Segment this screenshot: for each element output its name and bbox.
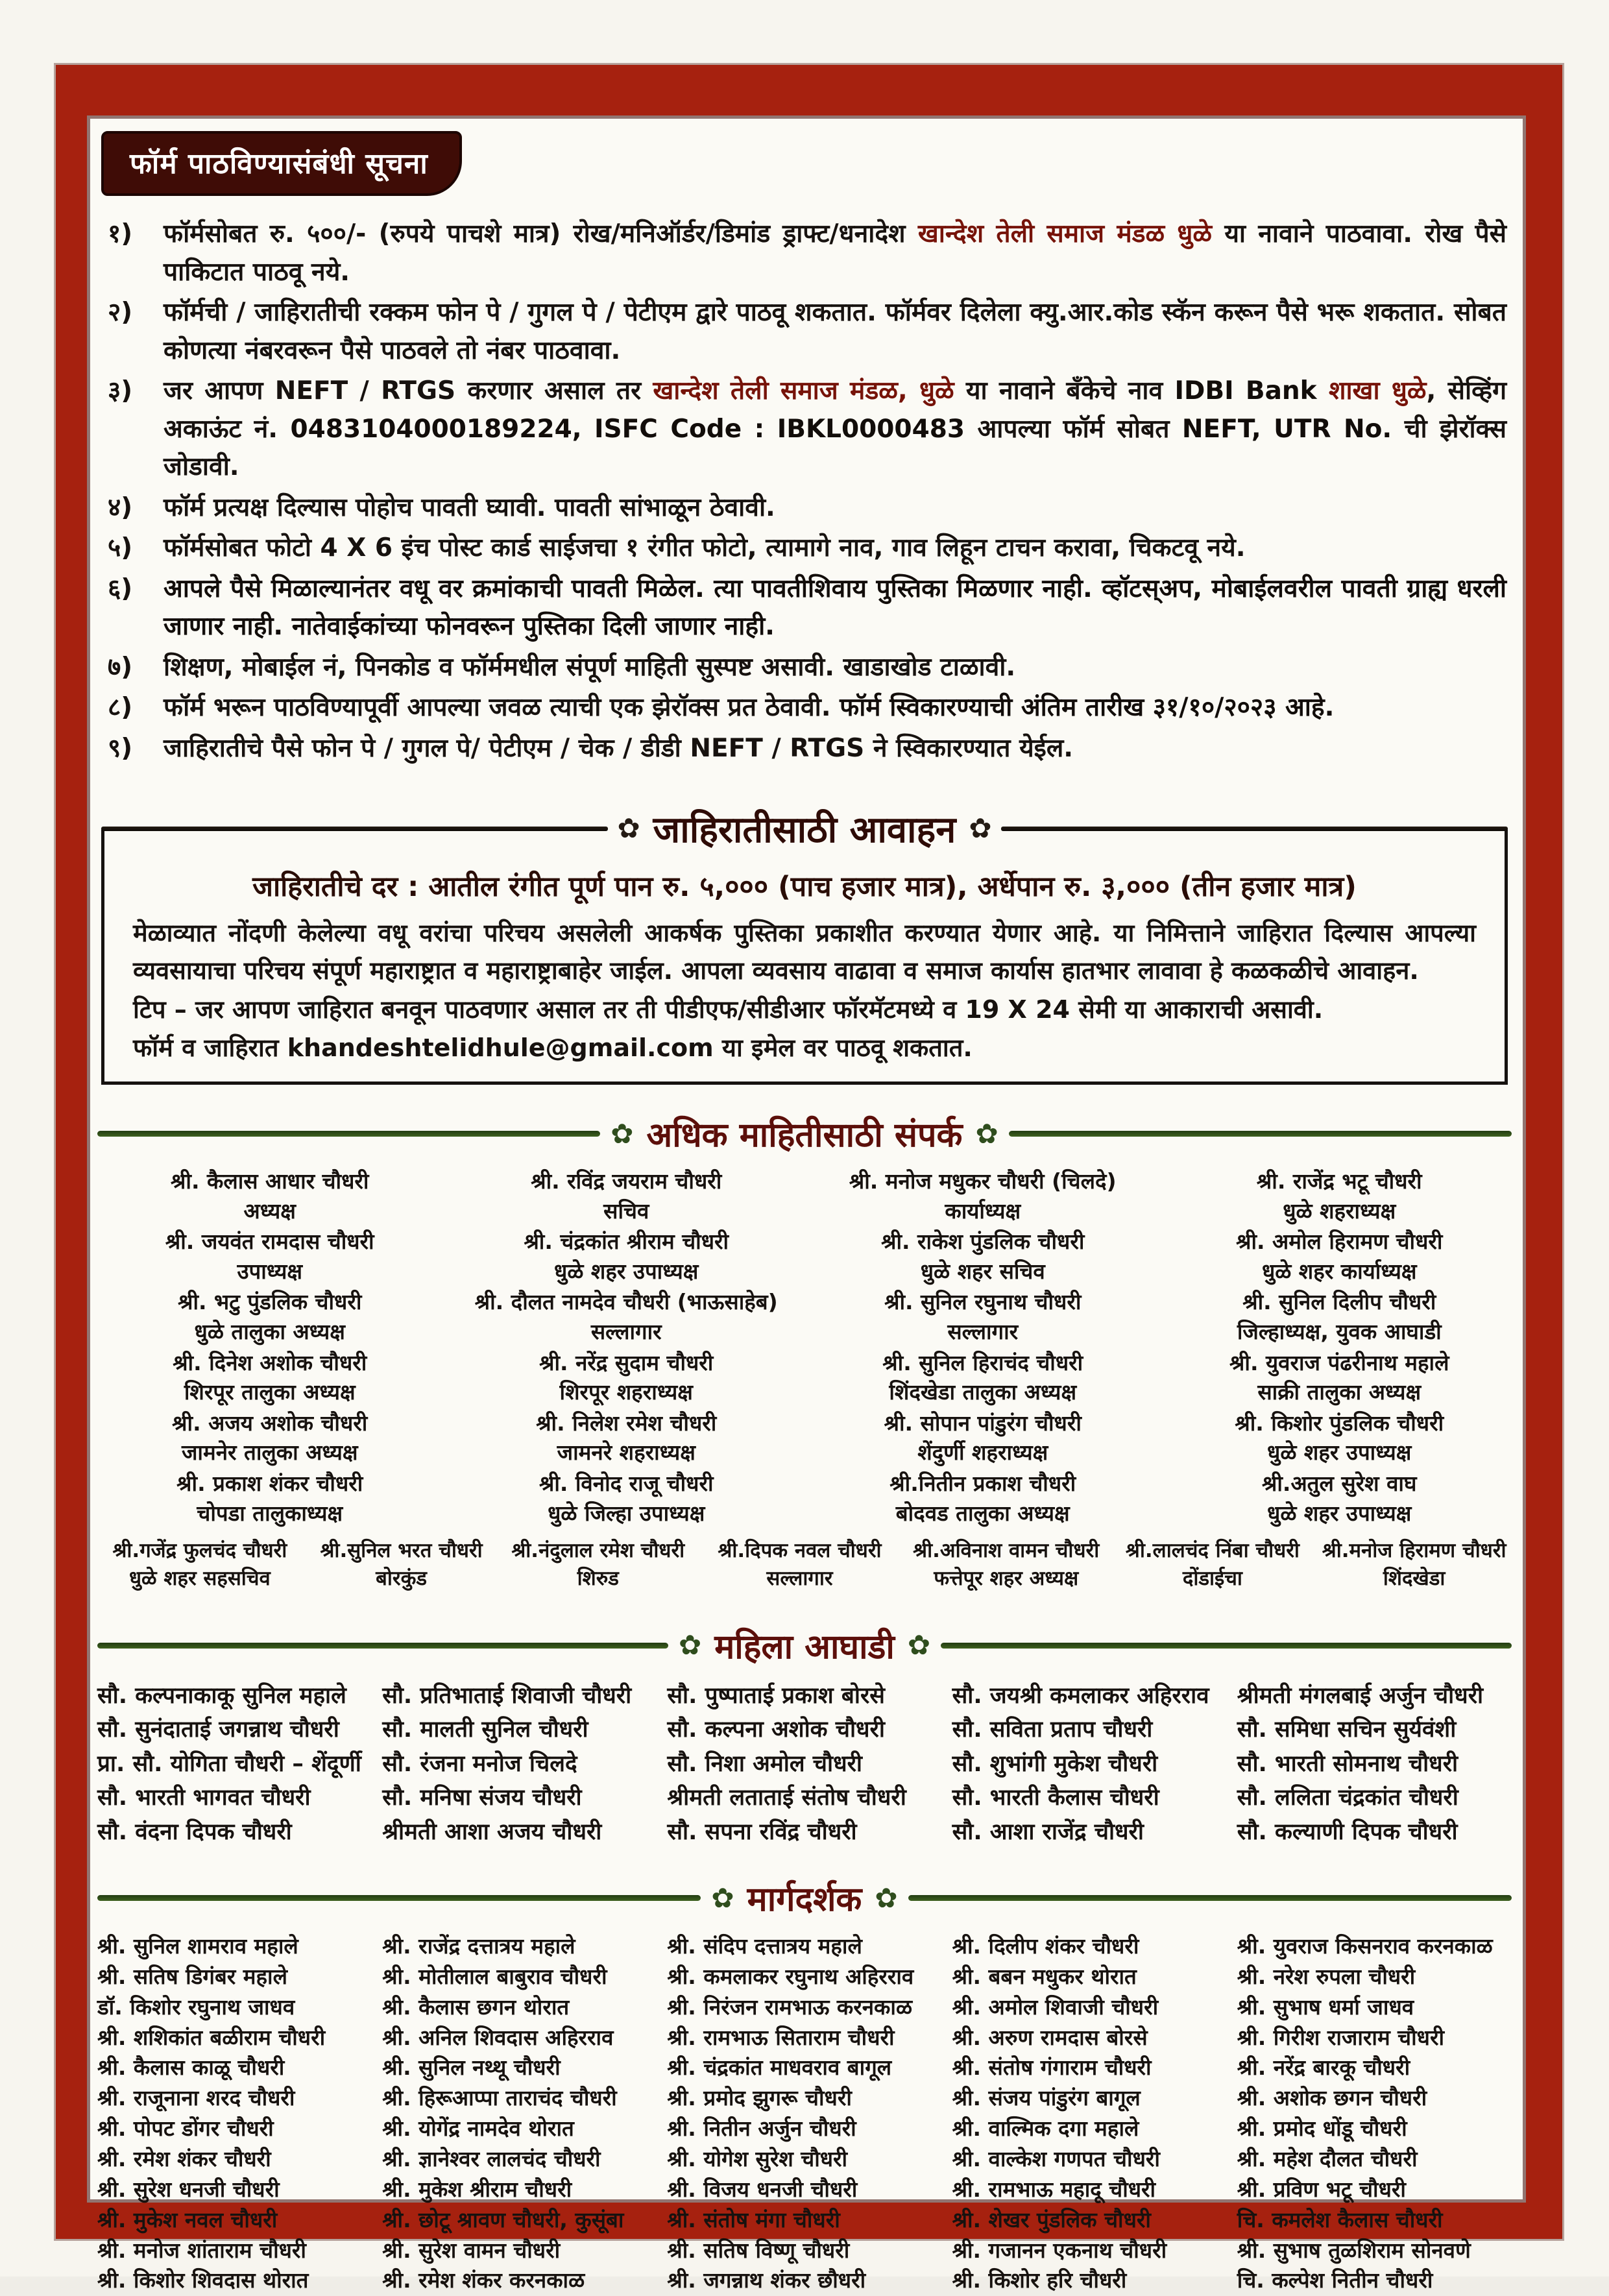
contact-role: जामनरे शहराध्यक्ष xyxy=(557,1440,696,1466)
instruction-segment: आपल्या फॉर्म सोबत xyxy=(964,414,1182,444)
member-name: श्री. सतिष डिगंबर महाले xyxy=(97,1963,287,1989)
contact-role: धुळे शहर उपाध्यक्ष xyxy=(1267,1500,1412,1526)
member-name: सौ. कल्याणी दिपक चौधरी xyxy=(1237,1819,1458,1845)
contact-entry xyxy=(1167,1471,1512,1526)
instruction-number: ३) xyxy=(108,376,133,405)
member-name: श्री. वाल्केश गणपत चौधरी xyxy=(952,2146,1160,2172)
member-name: सौ. भारती सोमनाथ चौधरी xyxy=(1237,1750,1458,1777)
contact-role: सल्लागार xyxy=(947,1318,1019,1344)
fleuron-icon: ✿ xyxy=(975,1117,998,1150)
member-name: सौ. कल्पना अशोक चौधरी xyxy=(667,1717,885,1743)
contact-name: श्री. मनोज मधुकर चौधरी (चिलदे) xyxy=(849,1168,1117,1194)
advert-title: जाहिरातीसाठी आवाहन xyxy=(653,809,956,851)
contact-entry xyxy=(454,1168,799,1224)
member-name: श्री. अनिल शिवदास अहिरराव xyxy=(382,2024,614,2050)
name-column xyxy=(97,1931,372,2296)
instruction-text xyxy=(163,689,1506,727)
member-name: श्री. सुरेश धनजी चौधरी xyxy=(97,2176,280,2202)
contact-role: अध्यक्ष xyxy=(243,1198,296,1224)
member-name: श्री. विजय धनजी चौधरी xyxy=(667,2176,858,2202)
member-name: सौ. मालती सुनिल चौधरी xyxy=(382,1717,588,1743)
contact-entry xyxy=(810,1229,1155,1284)
instruction-segment: फॉर्म भरून पाठविण्यापूर्वी आपल्या जवळ त्याची एक झेरॉक्स प्रत ठेवावी. xyxy=(163,693,840,722)
contact-name: श्री. दौलत नामदेव चौधरी (भाऊसाहेब) xyxy=(474,1289,778,1315)
instruction-item xyxy=(108,649,1506,687)
member-name: श्री. वाल्मिक दगा महाले xyxy=(952,2116,1139,2142)
contact-name: श्री.नंदुलाल रमेश चौधरी xyxy=(511,1539,685,1563)
contact-role: जामनेर तालुका अध्यक्ष xyxy=(181,1440,358,1466)
contact-role: दोंडाईचा xyxy=(1182,1567,1242,1591)
member-name: श्री. नरेश रुपला चौधरी xyxy=(1237,1963,1416,1989)
instruction-segment: फॉर्म स्विकारण्याची अंतिम तारीख ३१/१०/२०२३ आहे. xyxy=(840,693,1335,722)
member-name: श्री. अरुण रामदास बोरसे xyxy=(952,2024,1148,2050)
fleuron-icon: ✿ xyxy=(969,812,992,844)
member-name: सौ. भारती कैलास चौधरी xyxy=(952,1785,1159,1811)
instruction-item xyxy=(108,570,1506,646)
contact-entry xyxy=(97,1229,442,1284)
member-name: श्री. सुरेश वामन चौधरी xyxy=(382,2237,561,2263)
member-name: श्री. मुकेश श्रीराम चौधरी xyxy=(382,2176,572,2202)
member-name: श्री. सुनिल शामराव महाले xyxy=(97,1933,298,1959)
contact-name: श्री. दिनेश अशोक चौधरी xyxy=(173,1349,367,1375)
name-column xyxy=(382,1931,657,2296)
instruction-segment: या नावाने पाठवावा. रोख पैसे पाकिटात पाठवू नये. xyxy=(163,219,1506,287)
member-name: श्री. संदिप दत्तात्रय महाले xyxy=(667,1933,862,1959)
member-name: सौ. जयश्री कमलाकर अहिरराव xyxy=(952,1682,1209,1709)
member-name: श्री. हिरूआप्पा ताराचंद चौधरी xyxy=(382,2085,617,2111)
contact-name: श्री. निलेश रमेश चौधरी xyxy=(536,1410,717,1436)
contact-name: श्री. सुनिल रघुनाथ चौधरी xyxy=(884,1289,1082,1315)
header-badge: फॉर्म पाठविण्यासंबंधी सूचना xyxy=(101,131,462,196)
advert-appeal-box xyxy=(101,809,1508,1085)
contact-role: धुळे शहर उपाध्यक्ष xyxy=(554,1258,699,1284)
member-name: श्री. संजय पांडुरंग बागूल xyxy=(952,2085,1141,2111)
contact-entry xyxy=(810,1289,1155,1344)
name-column xyxy=(382,1679,657,1850)
contact-role: धुळे शहराध्यक्ष xyxy=(1283,1198,1396,1224)
member-name: श्री. गिरीश राजाराम चौधरी xyxy=(1237,2024,1445,2050)
green-rule xyxy=(1009,1131,1512,1137)
contact-entry xyxy=(1167,1168,1512,1224)
instruction-number: ४) xyxy=(108,492,133,522)
member-name: सौ. मनिषा संजय चौधरी xyxy=(382,1785,582,1811)
member-name: श्री. किशोर हरि चौधरी xyxy=(952,2267,1127,2293)
instruction-number: ७) xyxy=(108,652,133,682)
instruction-text xyxy=(163,372,1506,487)
member-name: श्री. कैलास काळू चौधरी xyxy=(97,2055,285,2081)
contact-name: श्री.मनोज हिरामण चौधरी xyxy=(1322,1539,1506,1563)
contact-role: धुळे शहर सहसचिव xyxy=(128,1567,271,1591)
instruction-segment: खान्देश तेली समाज मंडळ, धुळे xyxy=(653,376,954,405)
contact-entry xyxy=(1167,1229,1512,1284)
contact-role: चोपडा तालुकाध्यक्ष xyxy=(197,1500,343,1526)
name-column xyxy=(1237,1931,1512,2296)
member-name: सौ. आशा राजेंद्र चौधरी xyxy=(952,1819,1144,1845)
contact-role: शिरपूर तालुका अध्यक्ष xyxy=(184,1379,356,1405)
contact-role: धुळे जिल्हा उपाध्यक्ष xyxy=(548,1500,705,1526)
instruction-segment: जर आपण NEFT / RTGS करणार असाल तर xyxy=(163,376,653,405)
contact-entry xyxy=(904,1539,1109,1591)
contact-role: कार्याध्यक्ष xyxy=(945,1198,1021,1224)
advert-rates-line: जाहिरातीचे दर : आतील रंगीत पूर्ण पान रु. ५,००० (पाच हजार मात्र), अर्धेपान रु. ३,००० (तीन हजार मात्र) xyxy=(252,871,1357,903)
member-name: श्री. मोतीलाल बाबुराव चौधरी xyxy=(382,1963,607,1989)
contact-entry xyxy=(1167,1410,1512,1466)
contact-name: श्री.लालचंद निंबा चौधरी xyxy=(1125,1539,1300,1563)
instruction-segment: शिक्षण, मोबाईल नं, पिनकोड व फॉर्ममधील संपूर्ण माहिती सुस्पष्ट असावी. खाडाखोड टाळावी. xyxy=(163,652,1016,682)
fleuron-icon: ✿ xyxy=(617,812,640,844)
margdarshak-section-title: मार्गदर्शक xyxy=(747,1880,862,1919)
member-name: सौ. प्रतिभाताई शिवाजी चौधरी xyxy=(382,1682,632,1709)
contact-name: श्री. रविंद्र जयराम चौधरी xyxy=(531,1168,722,1194)
name-column xyxy=(667,1679,941,1850)
contact-entry xyxy=(810,1168,1155,1224)
contact-name: श्री. जयवंत रामदास चौधरी xyxy=(165,1229,374,1255)
contact-role: सचिव xyxy=(603,1198,649,1224)
member-name: सौ. ललिता चंद्रकांत चौधरी xyxy=(1237,1785,1458,1811)
contact-role: शेंदुर्णी शहराध्यक्ष xyxy=(917,1440,1048,1466)
instruction-item xyxy=(108,372,1506,487)
member-name: श्री. प्रमोद धोंडू चौधरी xyxy=(1237,2116,1407,2142)
member-name: श्री. योगेंद्र नामदेव थोरात xyxy=(382,2116,574,2142)
contact-role: शिंदखेडा तालुका अध्यक्ष xyxy=(889,1379,1077,1405)
member-name: श्री. कमलाकर रघुनाथ अहिरराव xyxy=(667,1963,914,1989)
contact-entry xyxy=(97,1471,442,1526)
advert-email-line: फॉर्म व जाहिरात khandeshtelidhule@gmail.com या इमेल वर पाठवू शकतात. xyxy=(133,1033,973,1063)
member-name: श्री. संतोष गंगाराम चौधरी xyxy=(952,2055,1152,2081)
name-column xyxy=(952,1931,1227,2296)
contact-name: श्री.अतुल सुरेश वाघ xyxy=(1262,1470,1417,1496)
member-name: श्री. योगेश सुरेश चौधरी xyxy=(667,2146,848,2172)
instruction-segment: , सेव्हिंग अकाऊंट नं. xyxy=(163,376,1507,444)
instruction-number: ८) xyxy=(108,693,133,722)
member-name: श्री. अमोल शिवाजी चौधरी xyxy=(952,1994,1159,2020)
member-name: श्री. रामभाऊ सिताराम चौधरी xyxy=(667,2024,895,2050)
contact-name: श्री. चंद्रकांत श्रीराम चौधरी xyxy=(524,1229,729,1255)
member-name: श्री. मुकेश नवल चौधरी xyxy=(97,2206,278,2232)
green-rule xyxy=(97,1131,600,1137)
instruction-text xyxy=(163,730,1506,768)
contact-entry xyxy=(702,1539,897,1591)
instruction-segment: आपले पैसे मिळाल्यानंतर वधू वर क्रमांकाची पावती मिळेल. त्या पावतीशिवाय पुस्तिका मिळणार नाही. व्हॉटस्अप, मोबाईलवरील पावती ग्राह्य धरली जाणार नाही. नातेवाईकांच्या फोनवरून पुस्तिका दिली जाणार नाही. xyxy=(163,574,1506,641)
contacts-grid xyxy=(97,1168,1512,1531)
contact-entry xyxy=(454,1229,799,1284)
member-name: श्री. सुभाष धर्मा जाधव xyxy=(1237,1994,1414,2020)
margdarshak-section-header xyxy=(97,1875,1512,1921)
green-rule xyxy=(97,1643,668,1649)
member-name: सौ. कल्पनाकाकू सुनिल महाले xyxy=(97,1682,346,1709)
instruction-segment: ची झेरॉक्स जोडावी. xyxy=(163,414,1506,481)
name-column xyxy=(1237,1679,1512,1850)
horizontal-rule xyxy=(1001,827,1508,831)
fleuron-icon: ✿ xyxy=(907,1629,931,1661)
contact-name: श्री. राकेश पुंडलिक चौधरी xyxy=(881,1229,1085,1255)
instruction-segment: फॉर्म प्रत्यक्ष दिल्यास पोहोच पावती घ्यावी. पावती सांभाळून ठेवावी. xyxy=(163,492,775,522)
member-name: सौ. भारती भागवत चौधरी xyxy=(97,1785,311,1811)
instruction-segment: जाहिरातीचे पैसे फोन पे / गुगल पे/ पेटीएम / चेक / डीडी NEFT / RTGS ने स्विकारण्यात येईल. xyxy=(163,733,1074,763)
contact-entry xyxy=(97,1410,442,1466)
contact-name: श्री. अजय अशोक चौधरी xyxy=(172,1410,368,1436)
advert-paragraph: मेळाव्यात नोंदणी केलेल्या वधू वरांचा परिचय असलेली आकर्षक पुस्तिका प्रकाशीत करण्यात येणार आहे. या निमित्ताने जाहिरात दिल्यास आपल्या व्यवसायाचा परिचय संपूर्ण महाराष्ट्रात व महाराष्ट्राबाहेर जाईल. आपला व्यवसाय वाढावा व समाज कार्यास हातभार लावावा हे कळकळीचे आवाहन. xyxy=(133,919,1476,985)
contact-name: श्री. भटु पुंडलिक चौधरी xyxy=(178,1289,362,1315)
member-name: सौ. रंजना मनोज चिलदे xyxy=(382,1750,577,1777)
instruction-segment: फॉर्मसोबत फोटो 4 X 6 इंच पोस्ट कार्ड साईजचा १ रंगीत फोटो, त्यामागे नाव, गाव लिहून टाचन करावा, चिकटवू नये. xyxy=(163,533,1246,562)
member-name: श्री. बबन मधुकर थोरात xyxy=(952,1963,1137,1989)
instruction-text xyxy=(163,489,1506,527)
member-name: चि. कल्पेश नितीन चौधरी xyxy=(1237,2267,1433,2293)
member-name: श्री. निरंजन रामभाऊ करनकाळ xyxy=(667,1994,913,2020)
member-name: सौ. वंदना दिपक चौधरी xyxy=(97,1819,292,1845)
instruction-segment: शाखा धुळे xyxy=(1328,376,1427,405)
contact-name: श्री. युवराज पंढरीनाथ महाले xyxy=(1229,1349,1449,1375)
contact-name: श्री. सुनिल दिलीप चौधरी xyxy=(1242,1289,1436,1315)
contact-role: बोरकुंड xyxy=(376,1567,427,1591)
member-name: श्री. रामभाऊ महादू चौधरी xyxy=(952,2176,1156,2202)
contacts-column xyxy=(810,1168,1155,1531)
member-name: श्री. महेश दौलत चौधरी xyxy=(1237,2146,1418,2172)
contact-name: श्री.नितीन प्रकाश चौधरी xyxy=(889,1470,1076,1496)
contacts-column xyxy=(454,1168,799,1531)
instruction-segment: 0483104000189224, ISFC Code : IBKL0000483 xyxy=(290,414,965,444)
name-column xyxy=(952,1679,1227,1850)
member-name: श्री. रमेश शंकर चौधरी xyxy=(97,2146,271,2172)
instructions-list xyxy=(108,215,1506,767)
contact-name: श्री. विनोद राजू चौधरी xyxy=(538,1470,714,1496)
contact-entry xyxy=(1316,1539,1512,1591)
member-name: श्री. शेखर पुंडलिक चौधरी xyxy=(952,2206,1151,2232)
instruction-item xyxy=(108,294,1506,370)
member-name: श्री. संतोष मंगा चौधरी xyxy=(667,2206,840,2232)
contact-entry xyxy=(1115,1539,1311,1591)
instruction-text xyxy=(163,294,1506,370)
instruction-segment: IDBI Bank xyxy=(1174,376,1329,405)
contact-role: शिरुड xyxy=(577,1567,619,1591)
member-name: चि. कमलेश कैलास चौधरी xyxy=(1237,2206,1443,2232)
member-name: सौ. सुनंदाताई जगन्नाथ चौधरी xyxy=(97,1717,339,1743)
member-name: श्री. नरेंद्र बारकू चौधरी xyxy=(1237,2055,1410,2081)
contact-name: श्री. कैलास आधार चौधरी xyxy=(171,1168,369,1194)
contact-entry xyxy=(97,1350,442,1405)
contacts-extra-row xyxy=(97,1539,1512,1596)
instruction-text xyxy=(163,570,1506,646)
fleuron-icon: ✿ xyxy=(678,1629,702,1661)
contact-role: धुळे शहर कार्याध्यक्ष xyxy=(1261,1258,1417,1284)
green-rule xyxy=(908,1895,1512,1901)
contact-name: श्री. सोपान पांडुरंग चौधरी xyxy=(884,1410,1082,1436)
contact-role: जिल्हाध्यक्ष, युवक आघाडी xyxy=(1237,1318,1442,1344)
contact-entry xyxy=(1167,1350,1512,1405)
contact-entry xyxy=(500,1539,696,1591)
instruction-segment: NEFT, UTR No. xyxy=(1181,414,1392,444)
member-name: श्री. नितीन अर्जुन चौधरी xyxy=(667,2116,856,2142)
instruction-item xyxy=(108,730,1506,768)
member-name: श्री. राजूनाना शरद चौधरी xyxy=(97,2085,295,2111)
contact-entry xyxy=(97,1289,442,1344)
member-name: श्री. रमेश शंकर करनकाळ xyxy=(382,2267,585,2293)
contact-entry xyxy=(810,1471,1155,1526)
member-name: श्री. छोटू श्रावण चौधरी, कुसूंबा xyxy=(382,2206,624,2232)
fleuron-icon: ✿ xyxy=(875,1881,898,1914)
member-name: सौ. सविता प्रताप चौधरी xyxy=(952,1717,1153,1743)
member-name: श्री. युवराज किसनराव करनकाळ xyxy=(1237,1933,1493,1959)
mahila-section-header xyxy=(97,1623,1512,1669)
member-name: डॉ. किशोर रघुनाथ जाधव xyxy=(97,1994,295,2020)
instruction-segment: खान्देश तेली समाज मंडळ धुळे xyxy=(917,219,1213,248)
contact-role: उपाध्यक्ष xyxy=(237,1258,303,1284)
contact-name: श्री.अविनाश वामन चौधरी xyxy=(913,1539,1100,1563)
contacts-column xyxy=(97,1168,442,1531)
member-name: श्री. दिलीप शंकर चौधरी xyxy=(952,1933,1139,1959)
contact-name: श्री. नरेंद्र सुदाम चौधरी xyxy=(539,1349,714,1375)
instruction-segment: फॉर्मसोबत रु. ५००/- (रुपये पाचशे मात्र) रोख/मनिऑर्डर/डिमांड ड्राफ्ट/धनादेश xyxy=(163,219,918,248)
member-name: श्री. राजेंद्र दत्तात्रय महाले xyxy=(382,1933,575,1959)
contact-role: शिरपूर शहराध्यक्ष xyxy=(559,1379,693,1405)
contact-name: श्री. किशोर पुंडलिक चौधरी xyxy=(1235,1410,1444,1436)
green-rule xyxy=(97,1895,701,1901)
member-name: श्रीमती लताताई संतोष चौधरी xyxy=(667,1785,906,1811)
instruction-segment: या नावाने बँकेचे नाव xyxy=(954,376,1175,405)
member-name: श्री. जगन्नाथ शंकर छौधरी xyxy=(667,2267,866,2293)
contact-name: श्री.सुनिल भरत चौधरी xyxy=(320,1539,483,1563)
advert-tip-line: टिप – जर आपण जाहिरात बनवून पाठवणार असाल तर ती पीडीएफ/सीडीआर फॉरमॅटमध्ये व 19 X 24 सेमी या आकाराची असावी. xyxy=(133,995,1324,1024)
contacts-section-title: अधिक माहितीसाठी संपर्क xyxy=(646,1116,963,1155)
member-name: श्री. प्रमोद झुगरू चौधरी xyxy=(667,2085,852,2111)
instruction-number: ६) xyxy=(108,574,133,603)
instruction-segment: फॉर्मची / जाहिरातीची रक्कम फोन पे / गुगल पे / पेटीएम द्वारे पाठवू शकतात. फॉर्मवर दिलेला क्यु.आर.कोड स्कॅन करून पैसे भरू शकतात. सोबत कोणत्या नंबरवरून पैसे पाठवले तो नंबर पाठवावा. xyxy=(163,298,1506,365)
instruction-text xyxy=(163,649,1506,687)
contact-name: श्री. अमोल हिरामण चौधरी xyxy=(1236,1229,1443,1255)
instruction-text xyxy=(163,529,1506,568)
member-name: श्री. पोपट डोंगर चौधरी xyxy=(97,2116,274,2142)
contact-role: धुळे तालुका अध्यक्ष xyxy=(194,1318,345,1344)
contact-entry xyxy=(454,1471,799,1526)
member-name: प्रा. सौ. योगिता चौधरी – शेंदूर्णी xyxy=(97,1750,361,1777)
contact-name: श्री. प्रकाश शंकर चौधरी xyxy=(176,1470,363,1496)
member-name: सौ. शुभांगी मुकेश चौधरी xyxy=(952,1750,1158,1777)
contact-entry xyxy=(810,1350,1155,1405)
member-name: सौ. पुष्पाताई प्रकाश बोरसे xyxy=(667,1682,885,1709)
advert-box-title-row xyxy=(101,804,1508,853)
member-name: श्री. मनोज शांताराम चौधरी xyxy=(97,2237,306,2263)
contact-entry xyxy=(309,1539,494,1591)
contact-entry xyxy=(454,1410,799,1466)
contact-role: साक्री तालुका अध्यक्ष xyxy=(1257,1379,1421,1405)
name-column xyxy=(97,1679,372,1850)
mahila-grid xyxy=(97,1679,1512,1850)
contact-entry xyxy=(454,1350,799,1405)
member-name: श्री. कैलास छगन थोरात xyxy=(382,1994,570,2020)
instruction-item xyxy=(108,689,1506,727)
fleuron-icon: ✿ xyxy=(711,1881,734,1914)
instruction-number: ५) xyxy=(108,533,133,562)
member-name: श्री. चंद्रकांत माधवराव बागूल xyxy=(667,2055,892,2081)
green-rule xyxy=(941,1643,1512,1649)
contacts-column xyxy=(1167,1168,1512,1531)
contact-role: धुळे शहर सचिव xyxy=(920,1258,1045,1284)
fleuron-icon: ✿ xyxy=(611,1117,634,1150)
contact-entry xyxy=(97,1168,442,1224)
contact-role: सल्लागार xyxy=(590,1318,662,1344)
member-name: सौ. निशा अमोल चौधरी xyxy=(667,1750,862,1777)
instruction-number: २) xyxy=(108,298,133,327)
contact-name: श्री. राजेंद्र भटू चौधरी xyxy=(1256,1168,1422,1194)
contact-entry xyxy=(1167,1289,1512,1344)
page-content xyxy=(97,127,1512,2293)
contact-name: श्री.गजेंद्र फुलचंद चौधरी xyxy=(112,1539,287,1563)
horizontal-rule xyxy=(101,827,608,831)
contact-role: शिंदखेडा xyxy=(1383,1567,1446,1591)
member-name: श्री. शशिकांत बळीराम चौधरी xyxy=(97,2024,326,2050)
member-name: श्री. प्रविण भटू चौधरी xyxy=(1237,2176,1406,2202)
margdarshak-grid xyxy=(97,1931,1512,2296)
contact-entry xyxy=(454,1289,799,1344)
name-column xyxy=(667,1931,941,2296)
member-name: सौ. सपना रविंद्र चौधरी xyxy=(667,1819,857,1845)
instruction-item xyxy=(108,489,1506,527)
contact-role: बोदवड तालुका अध्यक्ष xyxy=(895,1500,1070,1526)
instruction-number: ९) xyxy=(108,733,133,763)
member-name: श्री. सतिष विष्णू चौधरी xyxy=(667,2237,850,2263)
contact-role: धुळे शहर उपाध्यक्ष xyxy=(1267,1440,1412,1466)
member-name: श्रीमती मंगलबाई अर्जुन चौधरी xyxy=(1237,1682,1484,1709)
instruction-item xyxy=(108,215,1506,291)
contact-entry xyxy=(97,1539,302,1591)
member-name: श्री. गजानन एकनाथ चौधरी xyxy=(952,2237,1167,2263)
instruction-number: १) xyxy=(108,219,133,248)
member-name: श्री. सुभाष तुळशिराम सोनवणे xyxy=(1237,2237,1471,2263)
instruction-item xyxy=(108,529,1506,568)
instruction-text xyxy=(163,215,1506,291)
member-name: श्री. किशोर शिवदास थोरात xyxy=(97,2267,309,2293)
member-name: श्रीमती आशा अजय चौधरी xyxy=(382,1819,602,1845)
member-name: श्री. अशोक छगन चौधरी xyxy=(1237,2085,1427,2111)
contact-entry xyxy=(810,1410,1155,1466)
contact-role: फत्तेपूर शहर अध्यक्ष xyxy=(934,1567,1079,1591)
contact-role: सल्लागार xyxy=(766,1567,833,1591)
contact-name: श्री.दिपक नवल चौधरी xyxy=(718,1539,882,1563)
contacts-section-header xyxy=(97,1111,1512,1157)
mahila-section-title: महिला आघाडी xyxy=(714,1627,895,1667)
member-name: श्री. सुनिल नथ्थू चौधरी xyxy=(382,2055,561,2081)
member-name: श्री. ज्ञानेश्वर लालचंद चौधरी xyxy=(382,2146,601,2172)
contact-name: श्री. सुनिल हिराचंद चौधरी xyxy=(882,1349,1083,1375)
member-name: सौ. समिधा सचिन सुर्यवंशी xyxy=(1237,1717,1457,1743)
